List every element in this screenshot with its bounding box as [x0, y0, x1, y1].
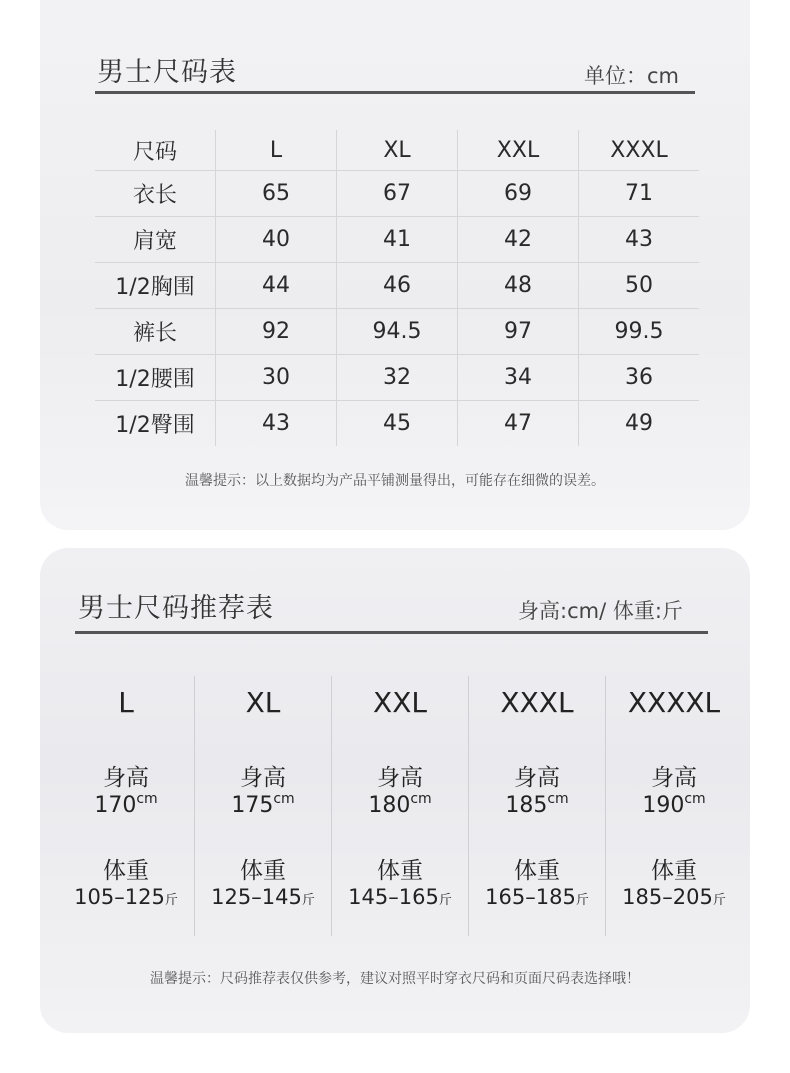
table-row: [95, 263, 699, 309]
table-header-row: [95, 130, 699, 171]
height-value: $175^{cm}$: [231, 791, 295, 818]
height-value: $185^{cm}$: [505, 791, 569, 818]
table-row: [95, 217, 699, 263]
weight-label: 体重: [103, 858, 149, 884]
title-divider: [75, 631, 708, 634]
table-cell: 94.5: [337, 309, 458, 355]
table-header-cell: XXXL: [579, 130, 700, 171]
table-row: [95, 355, 699, 401]
recommend-column: [605, 676, 742, 936]
weight-label: 体重: [240, 858, 286, 884]
recommend-column: [468, 676, 605, 936]
size-chart-unit: 单位：cm: [584, 64, 680, 88]
height-label: 身高: [514, 765, 560, 791]
weight-value: 165–185斤: [485, 885, 589, 909]
table-header-cell: 尺码: [95, 130, 216, 171]
table-cell: 69: [458, 171, 579, 217]
table-cell: 47: [458, 401, 579, 447]
table-cell: 42: [458, 217, 579, 263]
recommend-columns: [58, 676, 742, 936]
table-cell: 41: [337, 217, 458, 263]
table-cell: 45: [337, 401, 458, 447]
weight-value: 125–145斤: [211, 885, 315, 909]
table-cell: 46: [337, 263, 458, 309]
height-label: 身高: [651, 765, 697, 791]
table-row-label: 裤长: [95, 309, 216, 355]
table-cell: 71: [579, 171, 700, 217]
table-row-label: 衣长: [95, 171, 216, 217]
title-divider: [95, 91, 695, 94]
table-cell: 43: [579, 217, 700, 263]
table-cell: 30: [216, 355, 337, 401]
height-value: $180^{cm}$: [368, 791, 432, 818]
table-cell: 44: [216, 263, 337, 309]
size-label: XXXXL: [627, 686, 721, 719]
height-value: $190^{cm}$: [642, 791, 706, 818]
table-row: [95, 309, 699, 355]
table-cell: 99.5: [579, 309, 700, 355]
table-row-label: 1/2臀围: [115, 413, 195, 438]
weight-label: 体重: [514, 858, 560, 884]
weight-label: 体重: [377, 858, 423, 884]
table-header-cell: XXL: [458, 130, 579, 171]
table-cell: 67: [337, 171, 458, 217]
weight-value: 185–205斤: [622, 885, 726, 909]
weight-value: 105–125斤: [74, 885, 178, 909]
table-header-cell: L: [216, 130, 337, 171]
table-cell: 40: [216, 217, 337, 263]
recommend-column: [331, 676, 468, 936]
size-label: XXXL: [500, 686, 574, 719]
table-row: [95, 171, 699, 217]
table-cell: 48: [458, 263, 579, 309]
weight-label: 体重: [651, 858, 697, 884]
table-row-label: 1/2胸围: [95, 263, 216, 309]
table-header-cell: XL: [337, 130, 458, 171]
recommend-chart-unit: 身高:cm/ 体重:斤: [518, 599, 683, 623]
table-cell: 36: [579, 355, 700, 401]
table-cell: 49: [579, 401, 700, 447]
table-cell: 43: [216, 401, 337, 447]
table-cell: 65: [216, 171, 337, 217]
size-label: L: [118, 686, 134, 719]
recommend-chart-title: 男士尺码推荐表: [78, 593, 274, 624]
recommend-chart-note: 温馨提示：尺码推荐表仅供参考，建议对照平时穿衣尺码和页面尺码表选择哦！: [150, 971, 640, 987]
size-chart-title: 男士尺码表: [97, 57, 237, 88]
recommend-column: [58, 676, 194, 936]
size-chart-note: 温馨提示：以上数据均为产品平铺测量得出，可能存在细微的误差。: [185, 473, 605, 489]
height-label: 身高: [103, 765, 149, 791]
table-cell: 97: [458, 309, 579, 355]
height-label: 身高: [377, 765, 423, 791]
table-cell: 92: [216, 309, 337, 355]
table-row-label: 肩宽: [95, 217, 216, 263]
table-row: [95, 401, 699, 447]
weight-value: 145–165斤: [348, 885, 452, 909]
height-label: 身高: [240, 765, 286, 791]
size-table: [95, 130, 699, 446]
table-cell: 32: [337, 355, 458, 401]
table-row-label: 1/2腰围: [95, 355, 216, 401]
table-cell: 50: [579, 263, 700, 309]
size-label: XL: [245, 686, 281, 719]
size-label: XXL: [373, 686, 427, 719]
height-value: $170^{cm}$: [94, 791, 158, 818]
table-cell: 34: [458, 355, 579, 401]
recommend-column: [194, 676, 331, 936]
